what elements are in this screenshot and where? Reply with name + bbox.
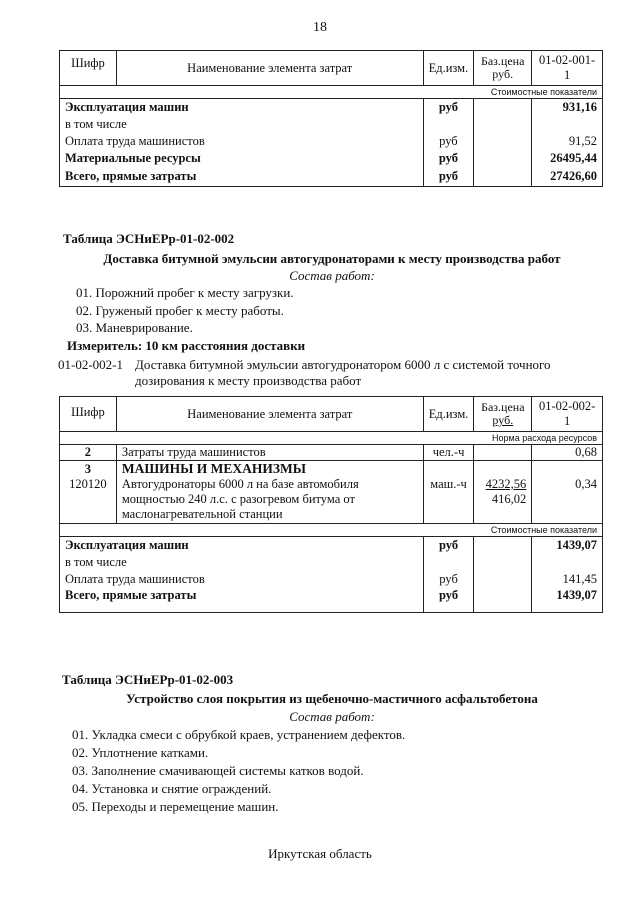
row-label: Материальные ресурсы — [60, 150, 424, 167]
row-value: 26495,44 — [532, 150, 603, 167]
row-label: Оплата труда машинистов — [60, 133, 424, 150]
subheader: Стоимостные показатели — [60, 523, 603, 536]
works-label: Состав работ: — [289, 268, 375, 283]
work-item: 03. Заполнение смачивающей системы катков водой. — [72, 763, 364, 778]
work-item: 01. Укладка смеси с обрубкой краев, устранением дефектов. — [72, 727, 406, 742]
row-value: 141,45 — [532, 571, 603, 588]
row-label: Эксплуатация машин — [60, 99, 424, 116]
row-unit: руб — [423, 99, 474, 116]
row-code: 120120 — [60, 477, 117, 523]
row-label: Всего, прямые затраты — [60, 167, 424, 187]
row-value: 1439,07 — [532, 588, 603, 612]
header-id: 01-02-001-1 — [532, 51, 603, 86]
work-item: 01. Порожний пробег к месту загрузки. — [76, 285, 294, 300]
row-label: в том числе — [60, 554, 424, 571]
works-label: Состав работ: — [289, 709, 375, 724]
row-label: МАШИНЫ И МЕХАНИЗМЫ — [116, 461, 423, 478]
row-unit: руб — [423, 571, 474, 588]
row-label: Затраты труда машинистов — [116, 445, 423, 461]
row-value: 91,52 — [532, 133, 603, 150]
header-name: Наименование элемента затрат — [116, 397, 423, 432]
row-label: Автогудронаторы 6000 л на базе автомобиля мощностью 240 л.с. с разогревом битума от маслонагревательной станции — [116, 477, 423, 523]
header-price: Баз.цена руб. — [474, 51, 532, 86]
row-label: Эксплуатация машин — [60, 536, 424, 554]
work-item: 02. Уплотнение катками. — [72, 745, 209, 760]
header-unit: Ед.изм. — [423, 51, 474, 86]
header-id: 01-02-002-1 — [532, 397, 603, 432]
row-unit: руб — [423, 588, 474, 612]
header-price: Баз.цена руб. — [474, 397, 532, 432]
row-label: Оплата труда машинистов — [60, 571, 424, 588]
header-unit: Ед.изм. — [423, 397, 474, 432]
row-value: 1439,07 — [532, 536, 603, 554]
row-price: 4232,56 416,02 — [474, 477, 532, 523]
row-value: 27426,60 — [532, 167, 603, 187]
row-unit: руб — [423, 167, 474, 187]
work-item: 04. Установка и снятие ограждений. — [72, 781, 272, 796]
item-code: 01-02-002-1 — [58, 357, 123, 372]
cost-table-1 — [59, 50, 603, 187]
header-name: Наименование элемента затрат — [116, 51, 423, 86]
work-item: 05. Переходы и перемещение машин. — [72, 799, 279, 814]
row-value: 0,34 — [532, 477, 603, 523]
row-unit: руб — [423, 133, 474, 150]
row-code: 3 — [60, 461, 117, 478]
measure: Измеритель: 10 км расстояния доставки — [67, 338, 306, 353]
header-code: Шифр — [60, 397, 117, 432]
subheader: Норма расхода ресурсов — [60, 432, 603, 445]
row-code: 2 — [60, 445, 117, 461]
item-description: Доставка битумной эмульсии автогудронатором 6000 л с системой точного дозирования к месту производства работ — [135, 357, 551, 388]
table-label: Таблица ЭСНиЕРр-01-02-002 — [63, 231, 235, 246]
table-label: Таблица ЭСНиЕРр-01-02-003 — [62, 672, 234, 687]
section-title: Доставка битумной эмульсии автогудронаторами к месту производства работ — [103, 251, 561, 266]
row-value: 0,68 — [532, 445, 603, 461]
row-unit: чел.-ч — [423, 445, 474, 461]
page-number: 18 — [313, 20, 327, 35]
row-unit: маш.-ч — [423, 477, 474, 523]
row-unit: руб — [423, 536, 474, 554]
work-item: 03. Маневрирование. — [76, 320, 193, 335]
row-unit: руб — [423, 150, 474, 167]
row-label: в том числе — [60, 116, 424, 133]
header-code: Шифр — [60, 51, 117, 86]
page-footer: Иркутская область — [268, 846, 372, 861]
cost-table-2 — [59, 396, 603, 613]
row-label: Всего, прямые затраты — [60, 588, 424, 612]
work-item: 02. Груженый пробег к месту работы. — [76, 303, 284, 318]
row-value: 931,16 — [532, 99, 603, 116]
section-title: Устройство слоя покрытия из щебеночно-мастичного асфальтобетона — [126, 691, 538, 706]
subheader: Стоимостные показатели — [60, 86, 603, 99]
